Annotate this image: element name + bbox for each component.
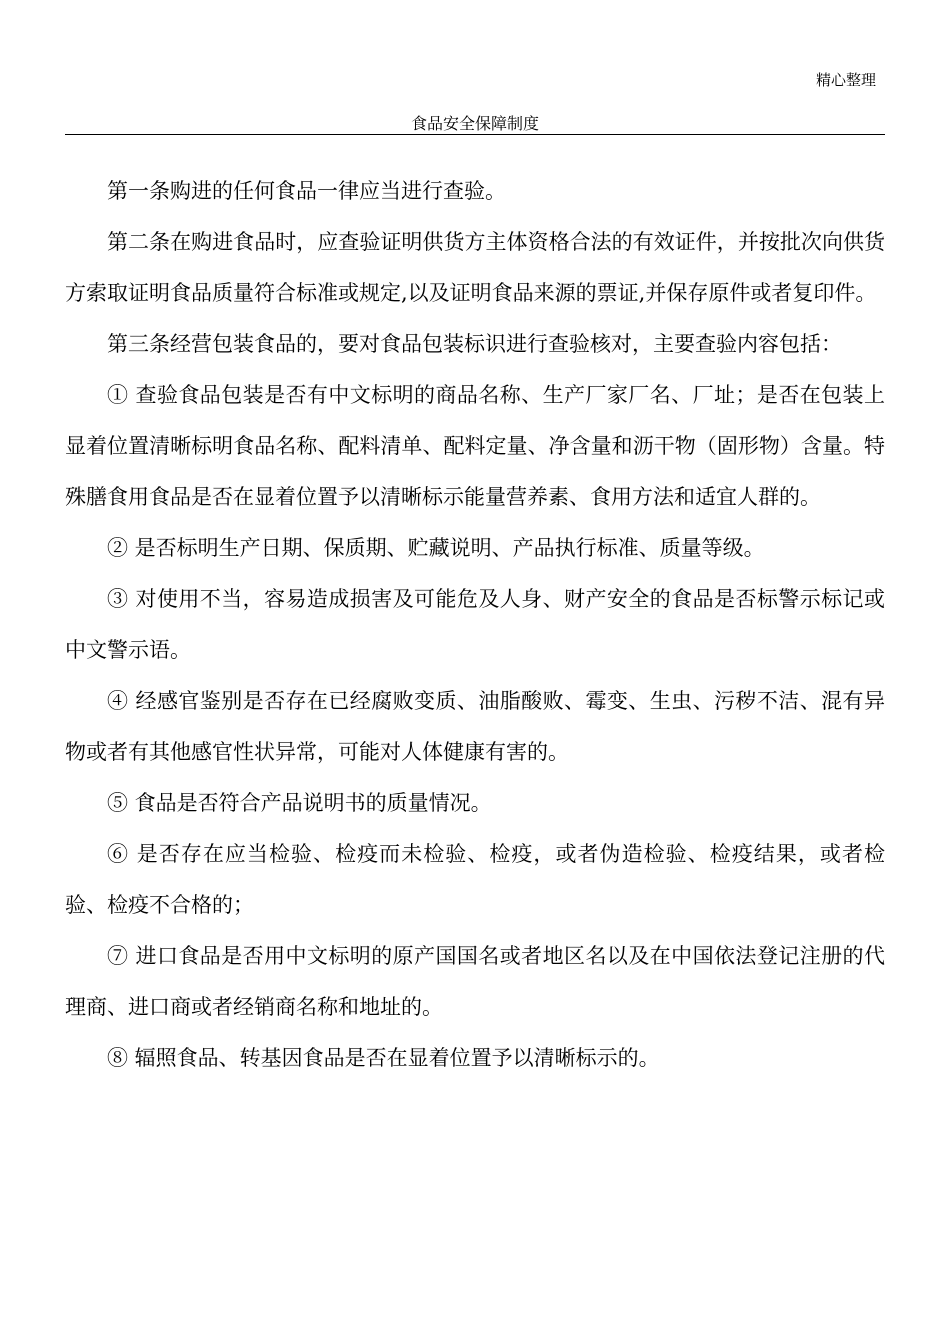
article-3: 第三条经营包装食品的，要对食品包装标识进行查验核对，主要查验内容包括：: [107, 332, 842, 356]
check-item-4: ④ 经感官鉴别是否存在已经腐败变质、油脂酸败、霉变、生虫、污秽不洁、混有异物或者有其他感官性状异常，可能对人体健康有害的。: [65, 689, 885, 764]
check-item-6: ⑥ 是否存在应当检验、检疫而未检验、检疫，或者伪造检验、检疫结果，或者检验、检疫不合格的；: [65, 842, 885, 917]
document-body: [65, 166, 885, 1084]
check-item-2: ② 是否标明生产日期、保质期、贮藏说明、产品执行标准、质量等级。: [107, 536, 765, 560]
article-1: 第一条购进的任何食品一律应当进行查验。: [107, 179, 506, 203]
corner-note: 精心整理: [816, 71, 877, 89]
check-item-5: ⑤ 食品是否符合产品说明书的质量情况。: [107, 791, 492, 815]
header-rule: [65, 134, 885, 135]
check-item-8: ⑧ 辐照食品、转基因食品是否在显着位置予以清晰标示的。: [107, 1046, 660, 1070]
article-2: 第二条在购进食品时，应查验证明供货方主体资格合法的有效证件，并按批次向供货方索取证明食品质量符合标准或规定,以及证明食品来源的票证,并保存原件或者复印件。: [65, 230, 885, 305]
check-item-1: ① 查验食品包装是否有中文标明的商品名称、生产厂家厂名、厂址；是否在包装上显着位置清晰标明食品名称、配料清单、配料定量、净含量和沥干物（固形物）含量。特殊膳食用食品是否在显着位置予以清晰标示能量营养素、食用方法和适宜人群的。: [65, 383, 885, 509]
document-title: 食品安全保障制度: [410, 114, 539, 133]
check-item-7: ⑦ 进口食品是否用中文标明的原产国国名或者地区名以及在中国依法登记注册的代理商、进口商或者经销商名称和地址的。: [65, 944, 885, 1019]
check-item-3: ③ 对使用不当，容易造成损害及可能危及人身、财产安全的食品是否标警示标记或中文警示语。: [65, 587, 885, 662]
